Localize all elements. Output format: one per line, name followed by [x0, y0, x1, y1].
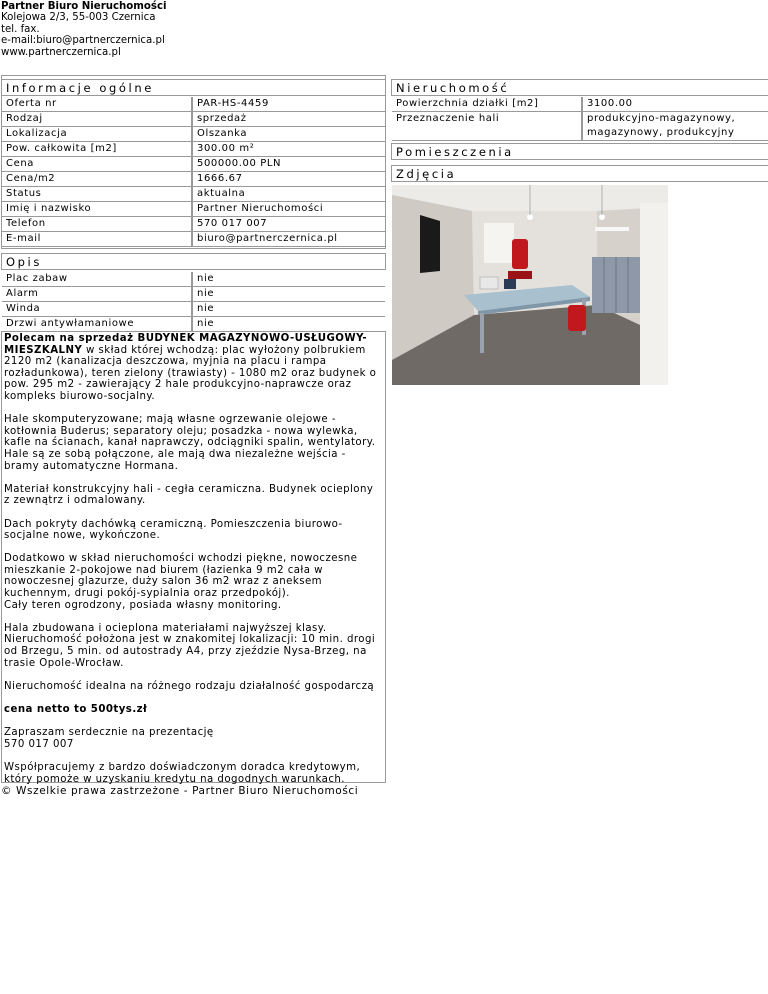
- agency-fax: tel. fax.: [1, 23, 40, 35]
- description-paragraph: Hala zbudowana i ocieplona materiałami najwyższej klasy. Nieruchomość położona jest w znakomitej lokalizacji: 10 min. drogi od Brzegu, 5 min. od autostrady A4, przy zjeździe Nysa-Brzeg, na trasie Opole-Wrocław.: [4, 622, 376, 669]
- photos-title: Zdjęcia: [391, 165, 768, 182]
- feature-value: nie: [192, 287, 385, 302]
- description-text: [4, 333, 382, 797]
- general-info-value: sprzedaż: [192, 112, 385, 127]
- general-info-value: 500000.00 PLN: [192, 157, 385, 172]
- general-info-label: Imię i nazwisko: [2, 202, 192, 217]
- feature-label: Drzwi antywłamaniowe: [2, 317, 192, 332]
- property-title: Nieruchomość: [391, 79, 768, 96]
- description-paragraph: Hale skomputeryzowane; mają własne ogrzewanie olejowe - kotłownia Buderus; separatory oleju; posadzka - nowa wylewka, kafle na ścianach, kanał naprawczy, odciągniki spalin, wentylatory. Hale są ze sobą połączone, ale mają dwa niezależne wejścia - bramy automatyczne Hormana.: [4, 414, 376, 472]
- general-info-value: Partner Nieruchomości: [192, 202, 385, 217]
- property-row: [392, 112, 768, 141]
- general-info-row: [2, 97, 385, 112]
- description-lead: [4, 333, 382, 403]
- feature-value: nie: [192, 272, 385, 287]
- property-value: produkcyjno-magazynowy, magazynowy, produkcyjny: [582, 112, 768, 141]
- description-lead-rest: w skład której wchodzą: plac wyłożony polbrukiem 2120 m2 (kanalizacja deszczowa, myjnia na placu i rampa rozładunkowa), teren zielony (trawiasty) - 1080 m2 oraz budynek o pow. 295 m2 - zawierający 2 hale produkcyjno-naprawcze oraz kompleks biurowo-socjalny.: [4, 344, 377, 402]
- description-title: Opis: [1, 253, 386, 270]
- general-info-row: [2, 127, 385, 142]
- general-info-row: [2, 217, 385, 232]
- feature-label: Winda: [2, 302, 192, 317]
- agency-website: www.partnerczernica.pl: [1, 46, 121, 58]
- property-photo[interactable]: [392, 185, 668, 385]
- feature-row: [2, 317, 385, 332]
- feature-value: nie: [192, 317, 385, 332]
- general-info-row: [2, 172, 385, 187]
- description-lead-bold: Polecam na sprzedaż BUDYNEK MAGAZYNOWO-USŁUGOWY-MIESZKALNY: [4, 333, 368, 356]
- description-paragraph: Współpracujemy z bardzo doświadczonym doradca kredytowym, który pomoże w uzyskaniu kredytu na dogodnych warunkach.: [4, 761, 361, 785]
- general-info-row: [2, 232, 385, 247]
- general-info-label: E-mail: [2, 232, 192, 247]
- features-table: [2, 272, 385, 332]
- agency-header: [1, 1, 166, 58]
- general-info-value: 1666.67: [192, 172, 385, 187]
- description-paragraph: Dodatkowo w skład nieruchomości wchodzi piękne, nowoczesne mieszkanie 2-pokojowe nad biurem (łazienka 9 m2 cała w nowoczesnej glazurze, duży salon 36 m2 wraz z aneksem kuchennym, drugi pokój-sypialnia oraz przedpokój). Cały teren ogrodzony, posiada własny monitoring.: [4, 553, 358, 611]
- feature-label: Alarm: [2, 287, 192, 302]
- description-paragraph: Dach pokryty dachówką ceramiczną. Pomieszczenia biurowo-socjalne nowe, wykończone.: [4, 518, 343, 542]
- general-info-title: Informacje ogólne: [1, 79, 386, 96]
- property-value: 3100.00: [582, 97, 768, 112]
- feature-row: [2, 272, 385, 287]
- general-info-row: [2, 157, 385, 172]
- general-info-row: [2, 202, 385, 217]
- general-info-value: PAR-HS-4459: [192, 97, 385, 112]
- feature-value: nie: [192, 302, 385, 317]
- general-info-label: Oferta nr: [2, 97, 192, 112]
- general-info-label: Telefon: [2, 217, 192, 232]
- general-info-value: biuro@partnerczernica.pl: [192, 232, 385, 247]
- description-paragraph: Materiał konstrukcyjny hali - cegła ceramiczna. Budynek ocieplony z zewnątrz i odmalowany.: [4, 483, 374, 507]
- general-info-value: Olszanka: [192, 127, 385, 142]
- property-label: Przeznaczenie hali: [392, 112, 582, 141]
- feature-row: [2, 287, 385, 302]
- general-info-value: 570 017 007: [192, 217, 385, 232]
- general-info-row: [2, 112, 385, 127]
- feature-label: Plac zabaw: [2, 272, 192, 287]
- general-info-row: [2, 142, 385, 157]
- general-info-value: 300.00 m²: [192, 142, 385, 157]
- description-contact: Zapraszam serdecznie na prezentację 570 017 007: [4, 727, 214, 750]
- description-paragraph: Nieruchomość idealna na różnego rodzaju działalność gospodarczą: [4, 680, 375, 692]
- general-info-label: Lokalizacja: [2, 127, 192, 142]
- agency-address: Kolejowa 2/3, 55-003 Czernica: [1, 12, 156, 24]
- footer-copyright: © Wszelkie prawa zastrzeżone - Partner Biuro Nieruchomości: [1, 785, 359, 797]
- agency-name: Partner Biuro Nieruchomości: [1, 1, 167, 12]
- feature-row: [2, 302, 385, 317]
- general-info-label: Status: [2, 187, 192, 202]
- rooms-title: Pomieszczenia: [391, 143, 768, 160]
- general-info-value: aktualna: [192, 187, 385, 202]
- general-info-label: Pow. całkowita [m2]: [2, 142, 192, 157]
- general-info-row: [2, 187, 385, 202]
- general-info-label: Rodzaj: [2, 112, 192, 127]
- general-info-label: Cena/m2: [2, 172, 192, 187]
- property-table: [392, 97, 768, 141]
- general-info-table: [2, 97, 385, 247]
- agency-email: e-mail:biuro@partnerczernica.pl: [1, 35, 165, 47]
- description-net-price: cena netto to 500tys.zł: [4, 704, 148, 715]
- property-row: [392, 97, 768, 112]
- property-label: Powierzchnia działki [m2]: [392, 97, 582, 112]
- general-info-label: Cena: [2, 157, 192, 172]
